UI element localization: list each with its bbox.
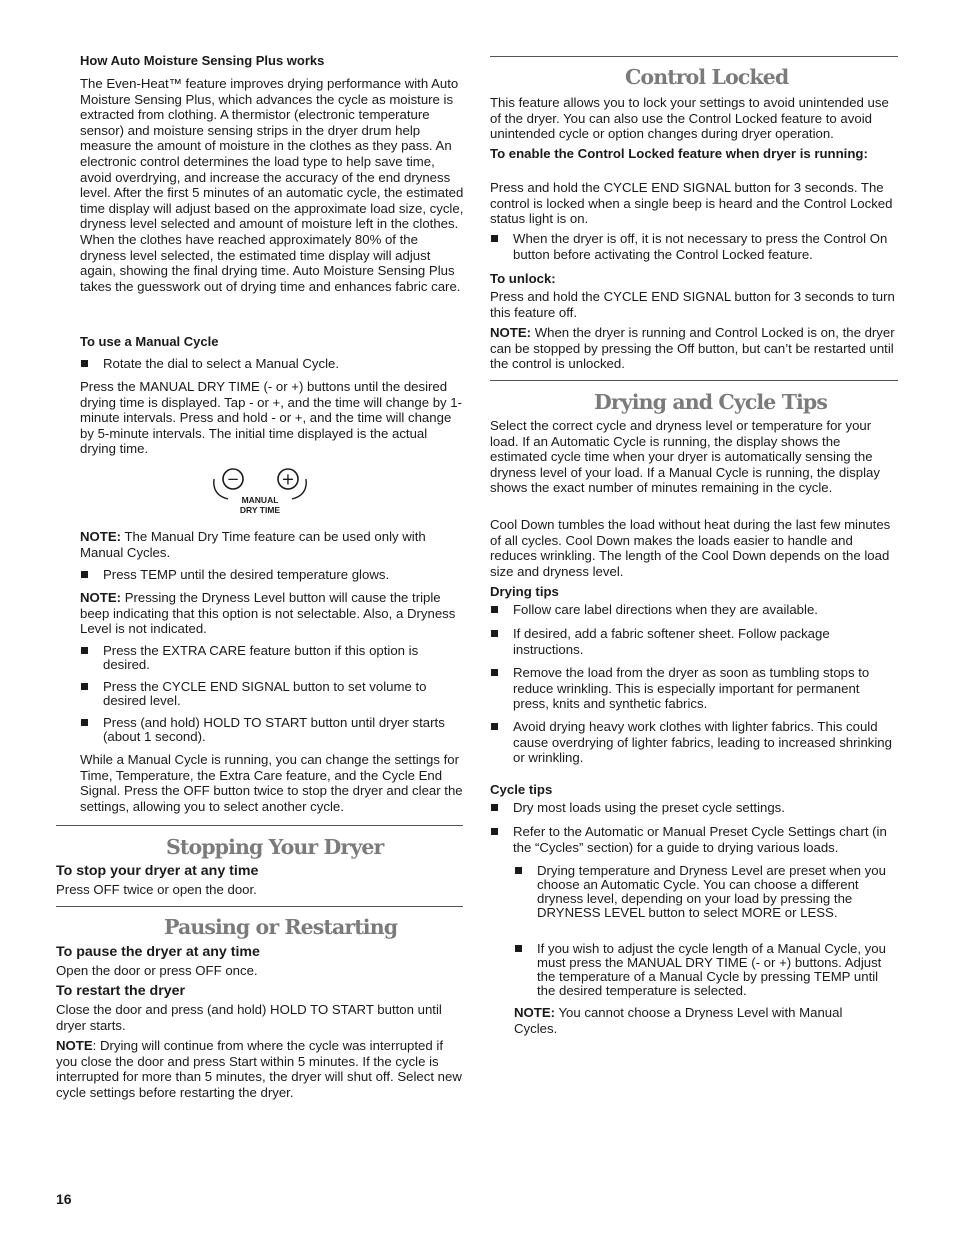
- auto-moisture-body: The Even-Heat™ feature improves drying performance with Auto Moisture Sensing Plus, which advances the cycle as moisture is extracted from clothing. A thermistor (electronic temperature sensor) and moisture sensing strips in the dryer drum help measure the amount of moisture in the clothes as they pass. An electronic control determines the load type to help save time, avoid overdrying, and increase the accuracy of the end dryness level. After the first 5 minutes of an automatic cycle, the estimated time display will adjust based on the approximate load size, cycle, dryness level selected and amount of moisture left in the clothes. When the clothes have reached approximately 80% of the dryness level selected, the estimated time display will adjust again, showing the final drying time. Auto Moisture Sensing Plus takes the guesswork out of drying time and enhances fabric care.: [80, 76, 464, 294]
- manual-cycle-heading: To use a Manual Cycle: [80, 334, 219, 349]
- page-number: 16: [56, 1191, 72, 1207]
- drying-tip-item: [490, 719, 899, 766]
- stop-body: Press OFF twice or open the door.: [56, 882, 257, 897]
- manual-running-body: While a Manual Cycle is running, you can change the settings for Time, Temperature, the Extra Care feature, and the Cycle End Signal. Press the OFF button twice to stop the dryer and clear the settings, allowing you to select another cycle.: [80, 752, 463, 814]
- restart-note: [56, 1038, 464, 1100]
- manual-dry-time-body: Press the MANUAL DRY TIME (- or +) buttons until the desired drying time is displayed. Tap - or +, and the time will change by 1-minute intervals. Press and hold - or +, and the time will change by 5-minute intervals. The initial time displayed is the actual drying time.: [80, 379, 463, 457]
- temp-bullet: [80, 568, 464, 582]
- drying-tip-item: [490, 602, 899, 618]
- bullet-text: If you wish to adjust the cycle length of a Manual Cycle, you must press the MANUAL DRY TIME (- or +) buttons. Adjust the temperature of a Manual Cycle by pressing TEMP until the desired temperature is selected.: [537, 941, 886, 998]
- section-divider: [56, 825, 463, 826]
- manual-cycle-bullet: [80, 357, 464, 371]
- dry-time-buttons-icon: [208, 465, 312, 521]
- note-text: You cannot choose a Dryness Level with Manual Cycles.: [514, 1005, 843, 1036]
- pausing-title: Pausing or Restarting: [164, 915, 398, 939]
- unlock-subheading: To unlock:: [490, 271, 556, 286]
- enable-body: Press and hold the CYCLE END SIGNAL button for 3 seconds. The control is locked when a single beep is heard and the Control Locked status light is on.: [490, 180, 893, 227]
- unlock-body: Press and hold the CYCLE END SIGNAL button for 3 seconds to turn this feature off.: [490, 289, 895, 320]
- minus-symbol: −: [226, 470, 240, 488]
- dry-time-label: DRY TIME: [239, 505, 281, 515]
- cycle-tip-item: [490, 800, 899, 816]
- control-locked-body: This feature allows you to lock your settings to avoid unintended use of the dryer. You can also use the Control Locked feature to avoid unintended cycle or option changes during dryer operation.: [490, 95, 889, 142]
- note-label: NOTE:: [80, 529, 122, 544]
- cycle-tips-subheading: Cycle tips: [490, 782, 553, 797]
- tips-body-1: Select the correct cycle and dryness level or temperature for your load. If an Automatic Cycle is running, the display shows the estimated cycle time when your dryer is automatically sensing the dryness level of your load. If a Manual Cycle is running, the display shows the exact number of minutes remaining in the cycle.: [490, 418, 880, 496]
- section-divider: [56, 906, 463, 907]
- cycle-subtip-item: [514, 864, 898, 920]
- drying-tip-item: [490, 626, 899, 657]
- unlock-note: [490, 325, 900, 372]
- dryness-final-note: [514, 1005, 884, 1036]
- cycle-subtip-item: [514, 942, 898, 998]
- cycle-tip-item: [490, 824, 899, 855]
- bullet-text: Refer to the Automatic or Manual Preset Cycle Settings chart (in the “Cycles” section) for a guide to drying various loads.: [513, 824, 887, 855]
- note-text: When the dryer is running and Control Locked is on, the dryer can be stopped by pressing the Off button, but can’t be restarted until the control is unlocked.: [490, 325, 895, 372]
- extra-care-bullet: [80, 644, 464, 672]
- note-text: The Manual Dry Time feature can be used only with Manual Cycles.: [80, 529, 426, 560]
- note-label: NOTE:: [80, 590, 122, 605]
- bullet-text: Press TEMP until the desired temperature glows.: [103, 567, 390, 582]
- section-divider: [490, 380, 898, 381]
- drying-tips-subheading: Drying tips: [490, 584, 559, 599]
- bullet-text: Press the CYCLE END SIGNAL button to set volume to desired level.: [103, 679, 427, 708]
- note-label: NOTE: [56, 1038, 93, 1053]
- stopping-title: Stopping Your Dryer: [166, 835, 384, 859]
- note-text: : Drying will continue from where the cycle was interrupted if you close the door and press Start within 5 minutes. If the cycle is interrupted for more than 5 minutes, the dryer will shut off. Select new cycle settings before restarting the dryer.: [56, 1038, 462, 1100]
- drying-tip-item: [490, 665, 899, 712]
- note-text: Pressing the Dryness Level button will cause the triple beep indicating that this option is not selectable. Also, a Dryness Level is not indicated.: [80, 590, 456, 637]
- note-label: NOTE:: [514, 1005, 556, 1020]
- drying-tips-title: Drying and Cycle Tips: [594, 390, 828, 414]
- cycle-end-signal-bullet: [80, 680, 464, 708]
- manual-dry-note: [80, 529, 464, 560]
- control-on-bullet: [490, 231, 899, 262]
- control-locked-title: Control Locked: [625, 65, 789, 89]
- bullet-text: When the dryer is off, it is not necessary to press the Control On button before activating the Control Locked feature.: [513, 231, 888, 262]
- auto-moisture-heading: How Auto Moisture Sensing Plus works: [80, 53, 325, 68]
- bullet-text: Drying temperature and Dryness Level are preset when you choose an Automatic Cycle. You can choose a different dryness level, depending on your load by pressing the DRYNESS LEVEL button to select MORE or LESS.: [537, 863, 886, 920]
- pause-body: Open the door or press OFF once.: [56, 963, 258, 978]
- bullet-text: Remove the load from the dryer as soon as tumbling stops to reduce wrinkling. This is especially important for permanent press, knits and synthetic fabrics.: [513, 665, 870, 712]
- stop-subheading: To stop your dryer at any time: [56, 863, 259, 879]
- note-label: NOTE:: [490, 325, 532, 340]
- manual-dry-time-control: [208, 465, 312, 521]
- bullet-text: Press (and hold) HOLD TO START button until dryer starts (about 1 second).: [103, 715, 445, 744]
- plus-symbol: +: [281, 469, 295, 489]
- enable-subheading: To enable the Control Locked feature when dryer is running:: [490, 146, 868, 161]
- restart-body: Close the door and press (and hold) HOLD TO START button until dryer starts.: [56, 1002, 442, 1033]
- restart-subheading: To restart the dryer: [56, 983, 186, 999]
- pause-subheading: To pause the dryer at any time: [56, 944, 260, 960]
- bullet-text: Dry most loads using the preset cycle settings.: [513, 800, 785, 815]
- bullet-text: If desired, add a fabric softener sheet. Follow package instructions.: [513, 626, 830, 657]
- tips-body-2: Cool Down tumbles the load without heat during the last few minutes of all cycles. Cool Down makes the loads easier to handle and reduces wrinkling. The length of the Cool Down depends on the load size and dryness level.: [490, 517, 891, 579]
- bullet-text: Follow care label directions when they are available.: [513, 602, 818, 617]
- hold-to-start-bullet: [80, 716, 464, 744]
- bullet-text: Rotate the dial to select a Manual Cycle.: [103, 356, 340, 371]
- manual-label: MANUAL: [241, 495, 279, 505]
- bullet-text: Avoid drying heavy work clothes with lighter fabrics. This could cause overdrying of lighter fabrics, leading to increased shrinking or wrinkling.: [513, 719, 892, 766]
- dryness-level-note: [80, 590, 464, 637]
- section-divider: [490, 56, 898, 57]
- bullet-text: Press the EXTRA CARE feature button if this option is desired.: [103, 643, 419, 672]
